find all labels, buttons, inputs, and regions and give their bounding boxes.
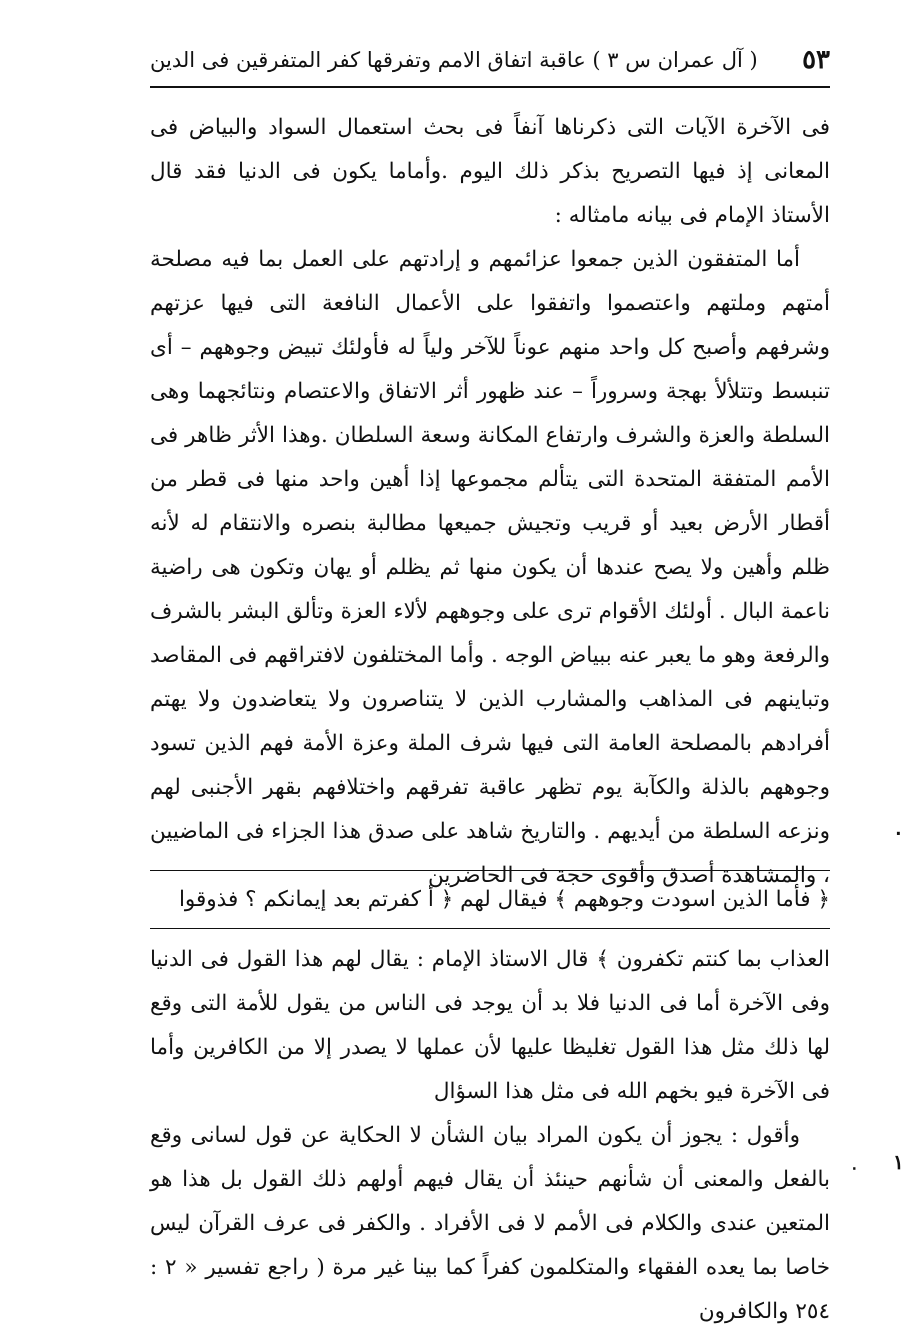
margin-mark: ١: [893, 1150, 904, 1174]
quran-verse: ﴿ فأما الذين اسودت وجوههم ﴾ فيقال لهم ﴿ أ كفرتم بعد إيمانكم ؟ فذوقوا: [178, 887, 830, 912]
verse-divider-top: [150, 870, 830, 871]
margin-mark: ٠: [850, 1158, 859, 1177]
header-rule: [150, 86, 830, 88]
verse-divider-bottom: [150, 928, 830, 929]
paragraph-main: أما المتفقون الذين جمعوا عزائمهم و إرادتهم على العمل بما فيه مصلحة أمتهم وملتهم واعتصموا واتفقوا على الأعمال النافعة التى فيها عزتهم وشرفهم وأصبح كل واحد منهم عوناً للآخر ولياً له فأولئك تبيض وجوههم – أى تنبسط وتتلألأ بهجة وسروراً – عند ظهور أثر الاتفاق والاعتصام ونتائجهما وهى السلطة والعزة والشرف وارتفاع المكانة وسعة السلطان .وهذا الأثر ظاهر فى الأمم المتفقة المتحدة التى يتألم مجموعها إذا أهين واحد منها فى قطر من أقطار الأرض بعيد أو قريب وتجيش جميعها مطالبة بنصره والانتقام له لأنه ظلم وأهين ولا يصح عندها أن يكون منها ثم يظلم أو يهان وتكون هى راضية ناعمة البال . أولئك الأقوام ترى على وجوههم لألاء العزة وتألق البشر بالشرف والرفعة وهو ما يعبر عنه ببياض الوجه . وأما المختلفون لافتراقهم فى المقاصد وتباينهم فى المذاهب والمشارب الذين لا يتناصرون ولا يتعاضدون ولا يهتم أفرادهم بالمصلحة العامة التى فيها شرف الملة وعزة الأمة فهم الذين تسود وجوههم بالذلة والكآبة يوم تظهر عاقبة تفرقهم واختلافهم بقهر الأجنبى لهم ونزعه السلطة من أيديهم . والتاريخ شاهد على صدق هذا الجزاء فى الماضيين ، والمشاهدة أصدق وأقوى حجة فى الحاضرين: [150, 247, 830, 888]
header-title: ( آل عمران س ٣ ) عاقبة اتفاق الامم وتفرقها كفر المتفرقين فى الدين: [150, 48, 758, 72]
commentary-paragraph-1: العذاب بما كنتم تكفرون ﴾ قال الاستاذ الإمام : يقال لهم هذا القول فى الدنيا وفى الآخرة أما فى الدنيا فلا بد أن يوجد فى الناس من يقول للأمة التى وقع لها ذلك مثل هذا القول تغليظا عليها لأن عملها لا يصدر إلا من الكافرين وأما فى الآخرة فيو بخهم الله فى مثل هذا السؤال: [150, 947, 830, 1104]
page-number: ٥٣: [802, 45, 830, 75]
margin-mark: ٠: [893, 820, 904, 844]
paragraph-intro: فى الآخرة الآيات التى ذكرناها آنفاً فى بحث استعمال السواد والبياض فى المعانى إذ فيها التصريح بذكر ذلك اليوم .وأماما يكون فى الدنيا فقد قال الأستاذ الإمام فى بيانه مامثاله :: [150, 115, 830, 228]
running-header: [150, 38, 830, 82]
commentary-paragraph-2: وأقول : يجوز أن يكون المراد بيان الشأن لا الحكاية عن قول لسانى وقع بالفعل والمعنى أن شأنهم حينئذ أن يقال فيهم أولهم ذلك القول بل هذا هو المتعين عندى والكلام فى الأمم لا فى الأفراد . والكفر فى عرف القرآن ليس خاصا بما يعده الفقهاء والمتكلمون كفراً كما بينا غير مرة ( راجع تفسير « ٢ : ٢٥٤ والكافرون: [150, 1123, 830, 1324]
